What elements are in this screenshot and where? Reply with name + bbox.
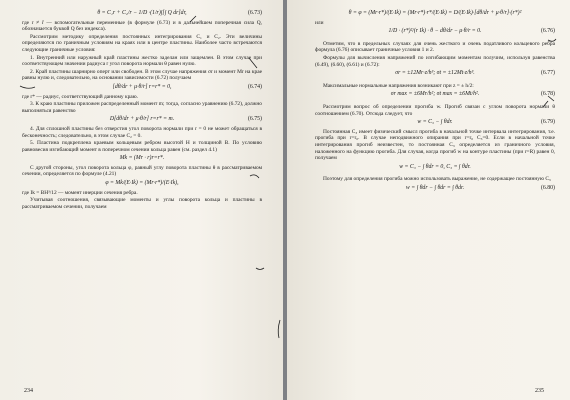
equation-number: (6.80) (540, 184, 555, 191)
equation-number: (6.74) (247, 83, 262, 90)
equation-number: (6.78) (540, 91, 555, 98)
equation-text: θ = C₁r + C₂/r − 1/D ·(1/r)∫[∫ Q dr]dr, (97, 10, 187, 16)
equation-number: (6.73) (247, 10, 262, 16)
paragraph: 4. Для сплошной пластины без отверстия угол поворота нормали при r = 0 не может обращаться в бесконечность; следовательно, в этом случае C₂ = 0. (22, 125, 262, 139)
equation-number: (6.76) (540, 28, 555, 35)
equation-text: φ = Mk/(E·Ik) = (Mr·r*)/(E·Ik), (105, 180, 179, 187)
equation-text: θ = φ = (Mr·r*)/(E·Ik) = (Mr·r*)·r*/(E·Ik) = D/(E·Ik)·[dθ/dr + μ·θ/r]·(r*)² (348, 10, 522, 16)
word-ili: или (315, 19, 324, 26)
paragraph: Поэтому для определения прогиба можно использовать выражение, не содержащее постоянную C₃ (323, 176, 551, 183)
paragraph: Отметим, что в предельных случаях для очень жесткого и очень податливого кольцевого ребра формула (6.76) описывает граничные условия 1 и 2. (315, 40, 555, 54)
equation-text: w = C₃ − ∫ θdr. (417, 119, 453, 126)
equation-text: 1/D · (r*)²/(r Ik) · θ − dθ/dr − μ·θ/r = 0. (388, 28, 482, 35)
equation-number: (6.77) (540, 70, 555, 77)
equation-text: w = ∫ θdr − ∫ θdr = ∫ θdr. (405, 184, 465, 191)
equation-text: [dθ/dr + μ·θ/r] r=r* = 0, (112, 83, 172, 90)
paragraph: Рассмотрим вопрос об определении прогиба w. Прогиб связан с углом поворота нормали θ соотношением (6.70). Отсюда следует, что (315, 103, 555, 117)
equation-number: (6.75) (247, 116, 262, 123)
paragraph: где r* — радиус, соответствующий данному краю. (22, 93, 139, 100)
paragraph: С другой стороны, угол поворота кольца φ, равный углу поворота пластины θ в рассматриваемом сечении, определяется по формуле (4.21) (22, 164, 262, 178)
paragraph: Учитывая соотношения, связывающие моменты и углы поворота кольца и пластины в рассматриваемом сечении, получаем (22, 197, 262, 210)
equation-number: (6.79) (540, 119, 555, 126)
paragraph: где r ≠ r̄ — вспомогательные переменные (в формуле (6.73) и в дальнейшем поперечная сила Q, обозначается буквой Q без индекса). (22, 19, 262, 33)
equation-text: D[dθ/dr + μ·θ/r] r=r* = m. (109, 116, 175, 123)
paragraph: Формулы для вычисления напряжений по изгибающим моментам получим, используя равенства (6.49), (6.60), (6.61) и (6.72): (315, 54, 555, 68)
paragraph: Рассмотрим методику определения постоянных интегрирования C₁ и C₂. Эти величины определяются по граничным условиям на краях или в центре пластины. Наиболее часто встречаются следующие граничные условия: (22, 33, 262, 53)
equation-text: w = C₃ − ∫ θdr = 0, C₃ = ∫ θdr. (399, 163, 471, 170)
paragraph: Постоянная C₃ имеет физический смысл прогиба в начальной точке интервала интегрирования, т.е. прогиба при r=r₀. В случае неподвижного опирания при r=r₀ C₃=0. Если в начальной точке интегрирования прогиб неизвестен, то постоянная C₃ определяется из граничного условия, наложенного на функцию прогиба. Для случая, когда прогиб w на контуре пластины (при r=R) равен 0, получаем (315, 128, 555, 162)
equation-text: σr max = ±6Mr/h²; σt max = ±6Mt/h². (390, 91, 480, 98)
page-number: 234 (24, 388, 33, 394)
equation-text: Mk = (Mr · r)r=r*. (119, 155, 165, 162)
paragraph: Максимальные нормальные напряжения возникают при z = ± h/2: (323, 82, 474, 89)
paragraph: где Ik = BH³/12 — момент инерции сечения ребра. (22, 189, 138, 196)
paragraph: 5. Пластина подкреплена краевым кольцевым ребром высотой H и толщиной B. По условию равновесия изгибающий момент в поперечном сечении кольца равен (см. раздел 4.1) (22, 140, 262, 153)
paragraph: 1. Внутренний или наружный край пластины жестко заделан или защемлен. В этом случае при соответствующем значении радиуса r угол поворота нормали θ равен нулю. (22, 54, 262, 68)
page-number: 235 (535, 388, 544, 394)
equation-text: σr = ±12Mr·z/h³; σt = ±12Mt·z/h³. (395, 70, 475, 77)
paragraph: 3. К краю пластины приложен распределенный момент m; тогда, согласно уравнению (6.72), должно выполняться равенство (22, 101, 262, 114)
paragraph: 2. Край пластины шарнирно оперт или свободен. В этом случае напряжения σr и момент Mr на крае равны нулю и, следовательно, на основании зависимости (6.72) получаем (22, 68, 262, 82)
